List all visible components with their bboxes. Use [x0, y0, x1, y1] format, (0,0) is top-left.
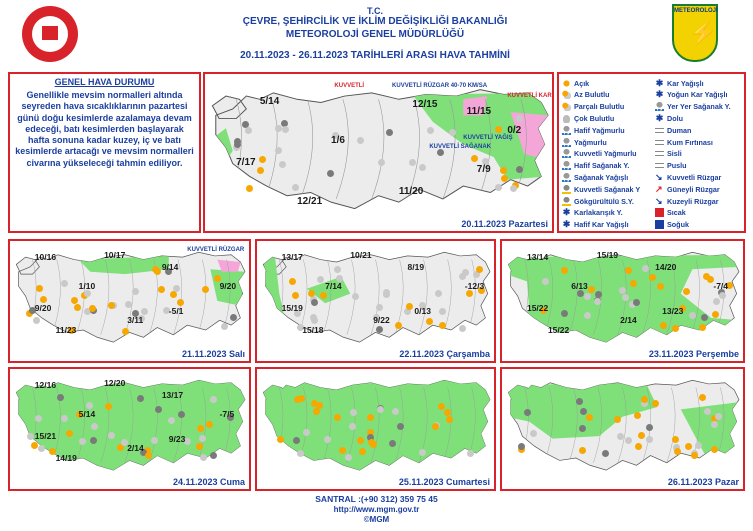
legend-item	[562, 102, 624, 112]
legend-item	[655, 208, 686, 218]
temperature-label: 11/20	[398, 186, 424, 198]
temperature-label: 13/17	[281, 252, 303, 263]
snow-icon: ✱	[562, 219, 571, 230]
warning-annotation: KUVVETLİ KAR	[507, 92, 552, 99]
legend-item	[562, 149, 637, 159]
legend-item	[562, 184, 640, 194]
cloud-icon	[345, 454, 352, 461]
legend-item	[655, 172, 721, 182]
general-weather-text: Genellikle mevsim normalleri altında seyreden hava sıcaklıklarının pazartesi günü doğu kesimlerde azalamaya devam edeceği, batı kesimlerden başlayarak hafta sonuna kadar kuzey, iç ve batı kesimlerde artacağı ve mevsim normalleri civarına yükseleceği tahmin ediliyor.	[15, 90, 194, 168]
legend-label: Puslu	[667, 161, 687, 171]
rain-icon	[178, 411, 185, 418]
legend-label: Karlakarışık Y.	[574, 208, 623, 218]
legend-label: Çok Bulutlu	[574, 113, 615, 123]
legend-item	[562, 161, 629, 171]
temperature-label: 12/20	[104, 377, 126, 388]
wind-cold-icon: ↘	[655, 195, 663, 206]
rain-icon	[389, 440, 396, 447]
temperature-label: 9/23	[168, 433, 186, 444]
sun-icon	[579, 447, 586, 454]
map-panel-saturday	[255, 367, 496, 491]
legend-item	[655, 161, 687, 171]
temperature-label: 15/18	[302, 325, 324, 336]
temperature-label: 5/14	[259, 96, 280, 108]
temperature-label: 13/23	[662, 305, 684, 316]
temperature-label: 2/14	[620, 315, 637, 326]
cloud-icon	[719, 292, 726, 299]
legend-label: Gökgürültülü S.Y.	[574, 196, 634, 206]
fog-icon	[655, 151, 664, 156]
sun-icon	[652, 400, 659, 407]
temperature-label: 13/17	[161, 390, 184, 400]
hot-icon	[655, 208, 664, 217]
sun-icon	[202, 286, 209, 293]
temperature-label: 0/2	[507, 125, 522, 136]
cloud-icon	[279, 161, 286, 168]
legend-label: Kum Fırtınası	[667, 137, 713, 147]
temperature-label: 15/19	[281, 303, 303, 314]
meteoroloji-logo	[672, 4, 718, 62]
temperature-label: 7/9	[476, 163, 491, 175]
legend-item	[655, 184, 720, 194]
warning-annotation: KUVVETLİ	[334, 83, 365, 90]
cloud-icon	[33, 317, 40, 324]
rain-icon	[562, 161, 571, 170]
snow-icon: ✱	[655, 89, 664, 100]
cloud-icon	[141, 308, 148, 315]
map-date-label: 24.11.2023 Cuma	[172, 477, 245, 487]
legend-label: Sisli	[667, 149, 682, 159]
cloud-icon	[38, 445, 45, 452]
temperature-label: 12/21	[297, 195, 323, 207]
legend-label: Güneyli Rüzgar	[667, 184, 720, 194]
fog-icon	[655, 163, 664, 168]
legend-item	[655, 220, 689, 230]
header-date-range: 20.11.2023 - 26.11.2023 TARİHLERİ ARASI HAVA TAHMİNİ	[240, 50, 510, 61]
temperature-label: 11/15	[466, 105, 492, 117]
map-panel-sunday	[500, 367, 745, 491]
map-date-label: 21.11.2023 Salı	[181, 349, 245, 359]
temperature-label: 14/20	[655, 262, 677, 272]
temperature-label: 7/17	[236, 157, 256, 169]
temperature-label: 13/14	[526, 252, 549, 263]
sun-icon	[685, 443, 692, 450]
map-date-label: 25.11.2023 Cumartesi	[398, 477, 490, 487]
legend-item	[562, 78, 589, 88]
rain-icon	[602, 450, 609, 457]
sun-icon	[277, 436, 284, 443]
legend-label: Sağanak Yağışlı	[574, 172, 629, 182]
sun-icon	[672, 436, 679, 443]
temperature-label: 15/22	[526, 303, 549, 314]
legend-item	[655, 125, 691, 135]
temperature-label: 11/23	[55, 325, 77, 336]
cloud-icon	[108, 432, 115, 439]
cloud-icon	[310, 314, 317, 321]
sun-icon	[36, 285, 43, 292]
fog-icon	[655, 128, 664, 133]
sun-icon	[501, 175, 508, 182]
cloud-icon	[61, 280, 68, 287]
rain-icon	[562, 126, 571, 135]
meteoroloji-logo-text: METEOROLOJİ	[674, 8, 718, 14]
wind-hot-icon: ↗	[655, 183, 663, 194]
cloud-icon	[132, 288, 139, 295]
temperature-label: 14/19	[55, 453, 77, 464]
snow-icon: ✱	[655, 77, 664, 88]
sun-icon	[320, 292, 327, 299]
legend-label: Az Bulutlu	[574, 90, 610, 100]
cloud-icon	[79, 438, 86, 445]
temperature-label: 15/21	[34, 431, 57, 442]
cloud-icon	[317, 276, 324, 283]
map-panel-wednesday	[255, 239, 496, 363]
snow-icon: ✱	[655, 112, 664, 123]
temperature-label: 10/21	[350, 249, 372, 260]
temperature-label: 7/14	[325, 281, 342, 292]
sun-icon	[471, 155, 478, 162]
cloud-icon	[711, 421, 718, 428]
cloud-icon	[376, 304, 383, 311]
sun-icon	[406, 303, 413, 310]
sun-icon	[367, 414, 374, 421]
legend-label: Yer Yer Sağanak Y.	[667, 102, 731, 112]
legend-item	[655, 90, 727, 100]
general-weather-box	[8, 72, 201, 233]
temperature-label: 6/13	[571, 281, 588, 292]
legend-label: Kuvvetli Yağmurlu	[574, 149, 637, 159]
sun-icon	[660, 322, 667, 329]
legend-item	[562, 90, 610, 100]
cloud-icon	[542, 278, 549, 285]
legend-item	[655, 78, 704, 88]
turkey-map	[205, 74, 552, 231]
cloud-icon	[427, 127, 434, 134]
temperature-label: 8/19	[407, 262, 425, 272]
cloud-icon	[324, 436, 331, 443]
map-panel-friday	[8, 367, 251, 491]
legend-label: Hafif Kar Yağışlı	[574, 220, 629, 230]
rain-icon	[327, 170, 334, 177]
legend-item	[655, 196, 719, 206]
sun-icon	[66, 430, 73, 437]
sun-icon	[334, 414, 341, 421]
temperature-label: -7/4	[713, 281, 729, 292]
cloud-icon	[35, 415, 42, 422]
legend-item	[562, 208, 623, 218]
sun-icon	[308, 290, 315, 297]
map-panel-monday	[203, 72, 554, 233]
rain-icon	[293, 437, 300, 444]
legend-label: Kuzeyli Rüzgar	[667, 196, 719, 206]
legend-item	[562, 196, 634, 206]
legend-item	[562, 172, 628, 182]
sun-icon	[311, 400, 318, 407]
warning-annotation: KUVVETLİ RÜZGAR	[187, 247, 245, 254]
cloudsun-icon	[562, 90, 571, 99]
temperature-label: 9/20	[219, 281, 237, 292]
legend-item	[562, 137, 607, 147]
cloud-icon	[61, 415, 68, 422]
footer-copyright: ©MGM	[363, 515, 390, 524]
rain-icon	[155, 406, 162, 413]
legend-label: Hafif Sağanak Y.	[574, 161, 630, 171]
sun-icon	[206, 421, 213, 428]
temperature-label: 9/20	[34, 303, 52, 314]
sun-icon	[588, 286, 595, 293]
sun-icon	[562, 79, 571, 88]
cloud-icon	[622, 294, 629, 301]
sun-icon	[691, 452, 698, 459]
cloud-icon	[713, 298, 720, 305]
legend-item	[655, 102, 731, 112]
rain-icon	[561, 310, 568, 317]
temperature-label: 12/15	[412, 99, 438, 111]
cloud-icon	[86, 402, 93, 409]
legend-item	[655, 113, 683, 123]
sun-icon	[638, 432, 645, 439]
turkey-map	[502, 369, 743, 489]
header-directorate: METEOROLOJİ GENEL MÜDÜRLÜĞÜ	[285, 29, 465, 40]
sun-icon	[298, 395, 305, 402]
sun-icon	[635, 443, 642, 450]
cloud-icon	[210, 396, 217, 403]
sun-icon	[122, 328, 129, 335]
temperature-label: 0/13	[414, 305, 431, 316]
rain-icon	[701, 314, 708, 321]
header-ministry: ÇEVRE, ŞEHİRCİLİK VE İKLİM DEĞİŞİKLİĞİ BAKANLIĞI	[242, 16, 508, 27]
temperature-label: 9/14	[161, 262, 179, 272]
cloud-icon	[467, 450, 474, 457]
sun-icon	[561, 267, 568, 274]
cloud-icon	[282, 126, 289, 133]
legend-label: Kuvvetli Rüzgar	[667, 172, 722, 182]
cloud-icon	[584, 293, 591, 300]
temperature-label: 1/6	[331, 134, 345, 146]
ministry-logo	[22, 6, 78, 62]
legend-item	[562, 113, 614, 123]
map-panel-thursday	[500, 239, 745, 363]
sun-icon	[74, 304, 81, 311]
cloud-icon	[449, 129, 456, 136]
fog-icon	[655, 140, 664, 145]
footer-phone: SANTRAL :(+90 312) 359 75 45	[315, 494, 438, 504]
sun-icon	[614, 416, 621, 423]
rain-icon	[579, 425, 586, 432]
sun-icon	[426, 318, 433, 325]
cold-icon	[655, 220, 664, 229]
legend-item	[655, 149, 682, 159]
temperature-label: 12/16	[34, 380, 57, 391]
cloud-icon	[168, 417, 175, 424]
cloud-icon	[125, 301, 132, 308]
cloud-icon	[378, 159, 385, 166]
snow-icon: ✱	[562, 207, 571, 218]
legend-label: Açık	[574, 78, 590, 88]
warning-annotation: KUVVETLİ RÜZGAR 40-70 KM/SA	[392, 83, 488, 90]
temperature-label: 15/19	[596, 249, 619, 260]
legend-item	[562, 125, 625, 135]
rain-icon	[562, 149, 571, 158]
footer-url[interactable]: http://www.mgm.gov.tr	[333, 505, 420, 514]
header-tc: T.C.	[366, 6, 383, 16]
cloud-icon	[435, 290, 442, 297]
cloud-icon	[221, 323, 228, 330]
storm-icon	[562, 185, 571, 194]
sun-icon	[625, 267, 632, 274]
legend-label: Soğuk	[667, 220, 689, 230]
legend-item	[655, 137, 713, 147]
legend-label: Kar Yağışlı	[667, 78, 704, 88]
cloud-icon	[562, 114, 571, 123]
turkey-map	[257, 369, 494, 489]
rain-icon	[580, 408, 587, 415]
sun-icon	[674, 448, 681, 455]
temperature-label: -5/1	[168, 305, 184, 316]
cloud-icon	[350, 409, 357, 416]
temperature-label: 2/14	[127, 443, 144, 454]
sun-icon	[359, 448, 366, 455]
sun-icon	[699, 324, 706, 331]
warning-annotation: KUVVETLİ SAĞANAK	[429, 144, 492, 151]
temperature-label: 1/10	[78, 281, 96, 292]
rain-icon	[655, 102, 664, 111]
cloud-icon	[151, 437, 158, 444]
map-date-label: 26.11.2023 Pazar	[667, 477, 739, 487]
legend-label: Sıcak	[667, 208, 686, 218]
sun-icon	[31, 442, 38, 449]
temperature-label: 3/11	[127, 315, 144, 326]
legend-label: Hafif Yağmurlu	[574, 125, 625, 135]
legend-label: Duman	[667, 125, 692, 135]
cloud-icon	[199, 435, 206, 442]
temperature-label: -7/5	[219, 409, 235, 420]
temperature-label: 5/14	[78, 409, 96, 420]
legend	[557, 72, 746, 233]
map-date-label: 23.11.2023 Perşembe	[648, 349, 739, 359]
sun-icon	[495, 126, 502, 133]
legend-label: Kuvvetli Sağanak Y	[574, 184, 641, 194]
legend-label: Dolu	[667, 113, 683, 123]
temperature-label: -12/3	[464, 281, 485, 292]
temperature-label: 10/17	[104, 249, 126, 260]
cloudsun-icon	[562, 102, 571, 111]
cloud-icon	[409, 159, 416, 166]
wind-cold-icon: ↘	[655, 171, 663, 182]
general-weather-title: GENEL HAVA DURUMU	[54, 77, 155, 87]
rain-icon	[386, 129, 393, 136]
header	[0, 0, 753, 68]
sun-icon	[672, 325, 679, 332]
sun-icon	[40, 296, 47, 303]
sun-icon	[170, 291, 177, 298]
footer	[0, 494, 753, 524]
map-date-label: 22.11.2023 Çarşamba	[399, 349, 490, 359]
cloud-icon	[292, 184, 299, 191]
sun-icon	[699, 394, 706, 401]
map-date-label: 20.11.2023 Pazartesi	[461, 219, 548, 229]
sun-icon	[657, 283, 664, 290]
rain-icon	[518, 443, 525, 450]
rain-icon	[562, 173, 571, 182]
rain-icon	[516, 166, 523, 173]
cloud-icon	[619, 287, 626, 294]
legend-label: Yağmurlu	[574, 137, 607, 147]
cloud-icon	[297, 450, 304, 457]
temperature-label: 10/16	[34, 252, 57, 263]
lightning-icon: ⚡	[688, 20, 718, 47]
legend-label: Parçalı Bulutlu	[574, 102, 625, 112]
rain-icon	[562, 138, 571, 147]
temperature-label: 9/22	[373, 315, 390, 326]
cloud-icon	[419, 449, 426, 456]
warning-annotation: KUVVETLİ YAĞIŞ	[463, 134, 513, 141]
legend-label: Yoğun Kar Yağışlı	[667, 90, 728, 100]
storm-icon	[562, 197, 571, 206]
sun-icon	[711, 446, 718, 453]
sun-icon	[630, 280, 637, 287]
cloud-icon	[584, 312, 591, 319]
map-panel-tuesday	[8, 239, 251, 363]
cloud-icon	[646, 436, 653, 443]
legend-item	[562, 220, 629, 230]
cloud-icon	[91, 423, 98, 430]
cloud-icon	[625, 437, 632, 444]
temperature-label: 15/22	[547, 325, 570, 336]
sun-icon	[339, 447, 346, 454]
sun-icon	[446, 416, 453, 423]
